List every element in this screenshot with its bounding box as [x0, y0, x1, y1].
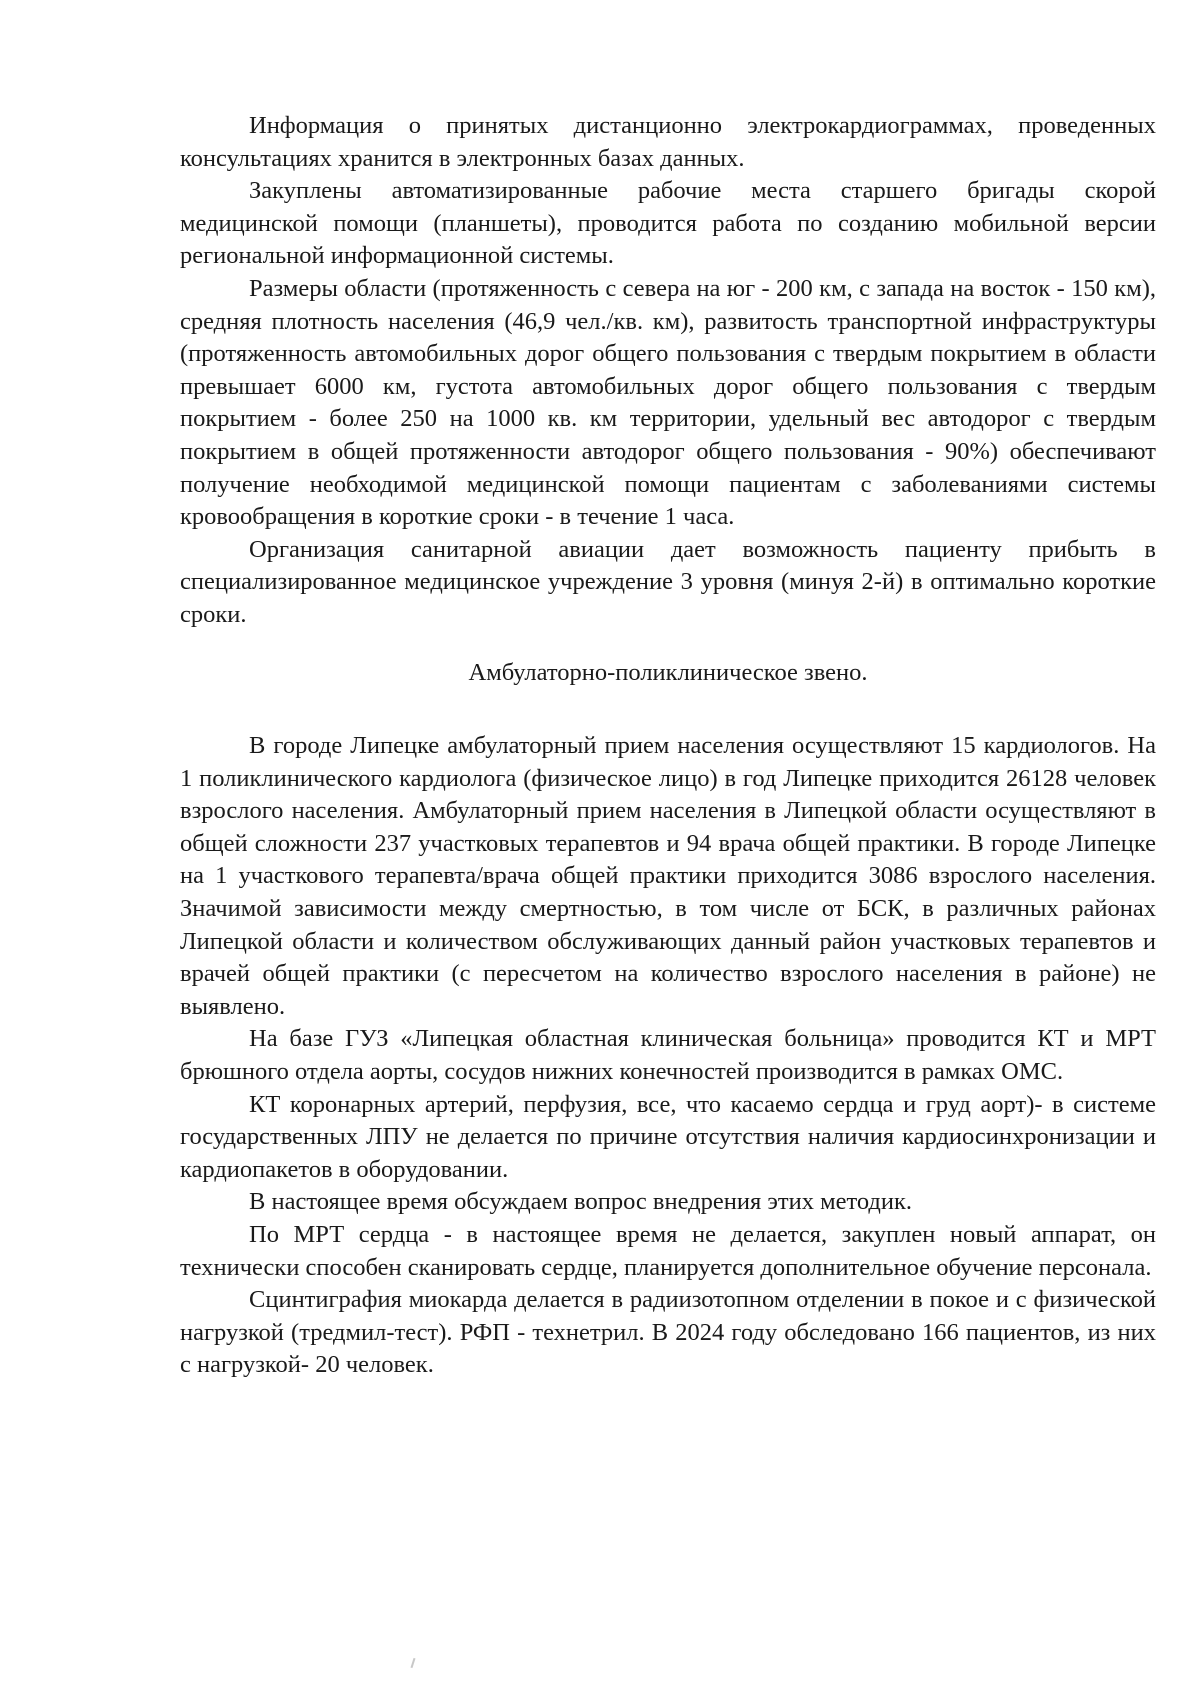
paragraph-sanitary-aviation: Организация санитарной авиации дает возможность пациенту прибыть в специализированное медицинское учреждение 3 уровня (минуя 2-й) в оптимально короткие сроки.	[180, 535, 1156, 628]
section-heading: Амбулаторно-поликлиническое звено.	[468, 658, 868, 686]
paragraph-workstations: Закуплены автоматизированные рабочие места старшего бригады скорой медицинской помощи (планшеты), проводится работа по созданию мобильной версии региональной информационной системы.	[180, 177, 1156, 270]
paragraph-ecg-storage: Информация о принятых дистанционно электрокардиограммах, проведенных консультациях хранится в электронных базах данных.	[180, 112, 1156, 172]
paragraph-ct-mri-base: На базе ГУЗ «Липецкая областная клиническая больница» проводится КТ и МРТ брюшного отдела аорты, сосудов нижних конечностей производится в рамках ОМС.	[180, 1025, 1156, 1086]
paragraph-region-size: Размеры области (протяженность с севера на юг - 200 км, с запада на восток - 150 км), средняя плотность населения (46,9 чел./кв. км), развитость транспортной инфраструктуры (протяженность автомобильных дорог общего пользования с твердым покрытием в области превышает 6000 км, густота автомобильных дорог общего пользования с твердым покрытием - более 250 на 1000 кв. км территории, удельный вес автодорог с твердым покрытием в общей протяженности автодорог общего пользования - 90%) обеспечивают получение необходимой медицинской помощи пациентам с заболеваниями системы кровообращения в короткие сроки - в течение 1 часа.	[180, 274, 1156, 531]
paragraph-heart-mri: По МРТ сердца - в настоящее время не делается, закуплен новый аппарат, он технически способен сканировать сердце, планируется дополнительное обучение персонала.	[180, 1221, 1156, 1281]
paragraph-coronary-ct: КТ коронарных артерий, перфузия, все, что касаемо сердца и груд аорт)- в системе государственных ЛПУ не делается по причине отсутствия наличия кардиосинхронизации и кардиопакетов в оборудовании.	[180, 1090, 1156, 1183]
paragraph-cardiologists: В городе Липецке амбулаторный прием населения осуществляют 15 кардиологов. На 1 поликлинического кардиолога (физическое лицо) в год Липецке приходится 26128 человек взрослого населения. Амбулаторный прием населения в Липецкой области осуществляют в общей сложности 237 участковых терапевтов и 94 врача общей практики. В городе Липецке на 1 участкового терапевта/врача общей практики приходится 3086 взрослого населения. Значимой зависимости между смертностью, в том числе от БСК, в различных районах Липецкой области и количеством обслуживающих данный район участковых терапевтов и врачей общей практики (с пересчетом на количество взрослого населения в районе) не выявлено.	[180, 732, 1156, 1020]
paragraph-scintigraphy: Сцинтиграфия миокарда делается в радиизотопном отделении в покое и с физической нагрузкой (тредмил-тест). РФП - технетрил. В 2024 году обследовано 166 пациентов, из них с нагрузкой- 20 человек.	[180, 1286, 1156, 1379]
paragraph-methods-discussion: В настоящее время обсуждаем вопрос внедрения этих методик.	[249, 1188, 912, 1216]
scan-mark	[411, 1658, 416, 1668]
